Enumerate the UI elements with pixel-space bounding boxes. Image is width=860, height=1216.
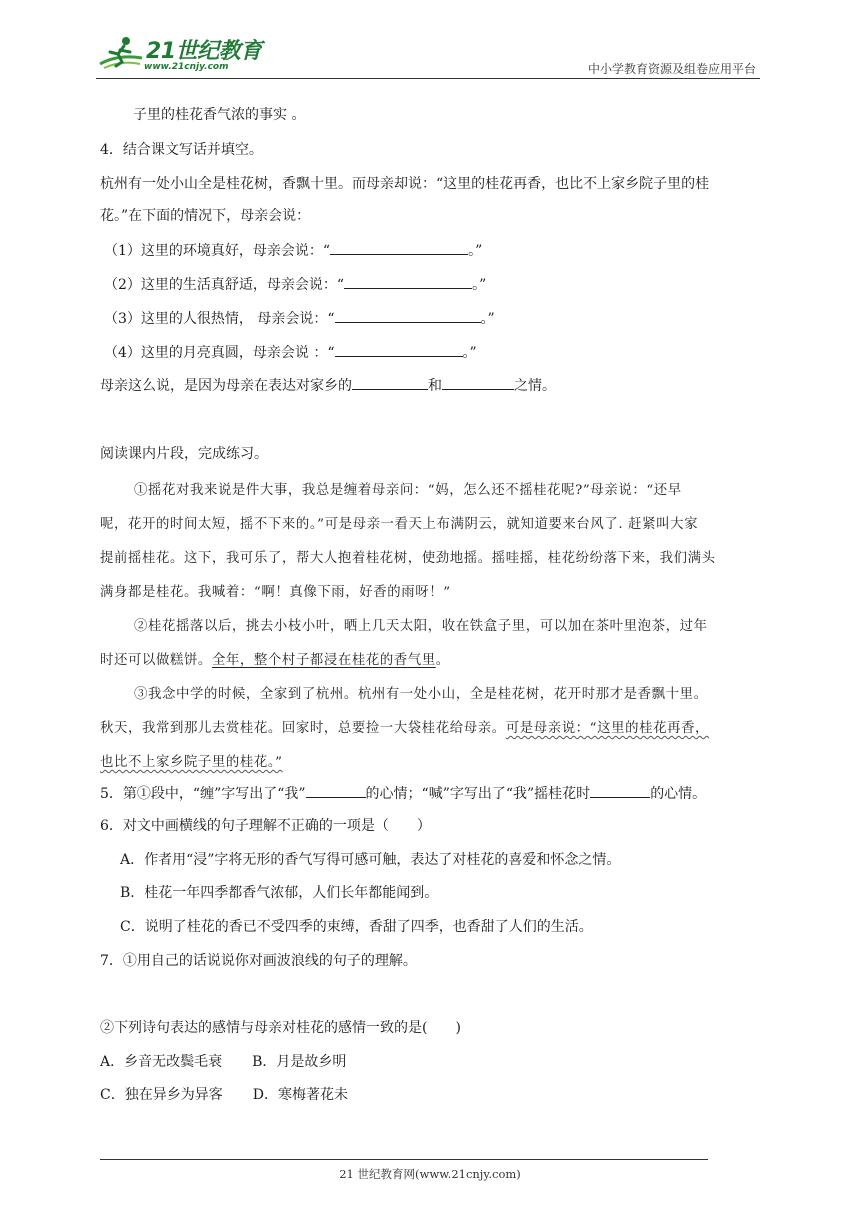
underlined-sentence: 全年，整个村子都浸在桂花的香气里	[211, 653, 436, 668]
q4-item-4-prefix: （4）这里的月亮真圆，母亲会说 ：“	[104, 345, 335, 361]
q4-item-1	[104, 240, 482, 261]
question-4: 4．结合课文写话并填空。	[100, 142, 263, 158]
q7-options-row-1	[100, 1052, 346, 1072]
answer-blank[interactable]	[442, 375, 514, 390]
question-7: 7．①用自己的话说说你对画波浪线的句子的理解。	[100, 953, 417, 969]
passage-p1-line-3: 提前摇桂花。这下，我可乐了，帮大人抱着桂花树，使劲地摇。摇哇摇，桂花纷纷落下来，我们满头	[100, 551, 716, 566]
page-header	[96, 30, 760, 79]
site-logo	[96, 34, 266, 74]
q7-option-c[interactable]: C．独在异乡为异客	[100, 1087, 223, 1103]
q4-item-3-suffix: 。”	[480, 311, 495, 327]
q4-summary	[100, 375, 556, 396]
passage-p2-line-2-end: 。	[435, 653, 450, 668]
question-6: 6．对文中画横线的句子理解不正确的一项是（ ）	[100, 818, 431, 834]
wavy-sentence-part-2: 也比不上家乡院子里的桂花。”	[100, 755, 283, 770]
runner-logo-icon	[96, 34, 146, 74]
wavy-sentence-part-1: 可是母亲说：“这里的桂花再香，	[505, 721, 710, 736]
answer-blank[interactable]	[344, 274, 472, 289]
q7-option-a[interactable]: A．乡音无改鬓毛衰	[100, 1054, 223, 1070]
answer-blank[interactable]	[590, 783, 650, 798]
question-7-part-2: ②下列诗句表达的感情与母亲对桂花的感情一致的是( )	[100, 1020, 461, 1036]
answer-blank[interactable]	[330, 240, 468, 255]
passage-p1-line-4: 满身都是桂花。我喊着：“啊！真像下雨，好香的雨呀！”	[100, 585, 451, 600]
q7-options-row-2	[100, 1085, 348, 1105]
page-footer: 21 世纪教育网(www.21cnjy.com)	[339, 1167, 521, 1181]
continued-line: 子里的桂花香气浓的事实 。	[133, 107, 306, 123]
q4-text-line-2: 花。”在下面的情况下，母亲会说：	[100, 208, 311, 224]
q7-option-d[interactable]: D．寒梅著花未	[252, 1087, 348, 1103]
q4-summary-mid: 和	[428, 378, 442, 394]
q4-summary-prefix: 母亲这么说，是因为母亲在表达对家乡的	[100, 378, 352, 394]
q5-prefix: 5．第①段中，“缠”字写出了“我”	[100, 786, 306, 802]
q4-item-4-suffix: 。”	[462, 345, 477, 361]
passage-p3-line-1: ③我念中学的时候，全家到了杭州。杭州有一处小山，全是桂花树，花开时那才是香飘十里。	[134, 687, 708, 702]
question-5	[100, 783, 706, 804]
passage-p3-line-2	[100, 712, 760, 746]
platform-name: 中小学教育资源及组卷应用平台	[587, 62, 756, 76]
answer-blank[interactable]	[335, 342, 463, 357]
passage-p3-line-2-text: 秋天，我常到那儿去赏桂花。回家时，总要捡一大袋桂花给母亲。	[100, 721, 506, 736]
q5-suffix: 的心情。	[650, 786, 707, 802]
q4-item-3	[104, 308, 495, 329]
passage-p3-line-3	[100, 746, 760, 780]
answer-blank[interactable]	[335, 308, 481, 323]
q7-option-b[interactable]: B．月是故乡明	[252, 1054, 347, 1070]
q6-option-a[interactable]: A．作者用“浸”字将无形的香气写得可感可触，表达了对桂花的喜爱和怀念之情。	[120, 852, 621, 868]
logo-url: www.21cnjy.com	[144, 62, 229, 72]
q4-item-1-suffix: 。”	[468, 243, 483, 259]
logo-text: 21世纪教育	[146, 39, 262, 64]
passage-p1-line-2: 呢，花开的时间太短，摇不下来的。”可是母亲一看天上布满阴云，就知道要来台风了. 赶紧叫大家	[100, 517, 699, 532]
q6-option-b[interactable]: B．桂花一年四季都香气浓郁，人们长年都能闻到。	[120, 885, 439, 901]
q4-item-2	[104, 274, 486, 295]
q4-item-1-prefix: （1）这里的环境真好，母亲会说：“	[104, 243, 331, 259]
passage-p2-line-1: ②桂花摇落以后，挑去小枝小叶，晒上几天太阳，收在铁盒子里，可以加在茶叶里泡茶，过年	[134, 619, 708, 634]
q4-summary-suffix: 之情。	[514, 378, 556, 394]
reading-passage	[100, 474, 760, 780]
q4-item-2-suffix: 。”	[472, 277, 487, 293]
footer-divider	[100, 1159, 708, 1160]
q6-option-c[interactable]: C．说明了桂花的香已不受四季的束缚，香甜了四季，也香甜了人们的生活。	[120, 919, 593, 935]
q4-item-4	[104, 342, 477, 363]
q4-item-2-prefix: （2）这里的生活真舒适，母亲会说：“	[104, 277, 345, 293]
reading-intro: 阅读课内片段，完成练习。	[100, 446, 268, 462]
passage-p2-line-2-text: 时还可以做糕饼。	[100, 653, 212, 668]
q4-item-3-prefix: （3）这里的人很热情， 母亲会说：“	[104, 311, 335, 327]
q4-text-line-1: 杭州有一处小山全是桂花树，香飘十里。而母亲却说：“这里的桂花再香，也比不上家乡院子里的桂	[100, 176, 710, 192]
passage-p2-line-2	[100, 644, 760, 678]
passage-p1-line-1: ①摇花对我来说是件大事，我总是缠着母亲问：“妈，怎么还不摇桂花呢?”母亲说：“还早	[134, 483, 682, 498]
answer-blank[interactable]	[352, 375, 428, 390]
answer-blank[interactable]	[306, 783, 366, 798]
q5-mid: 的心情；“喊”字写出了“我”摇桂花时	[365, 786, 591, 802]
